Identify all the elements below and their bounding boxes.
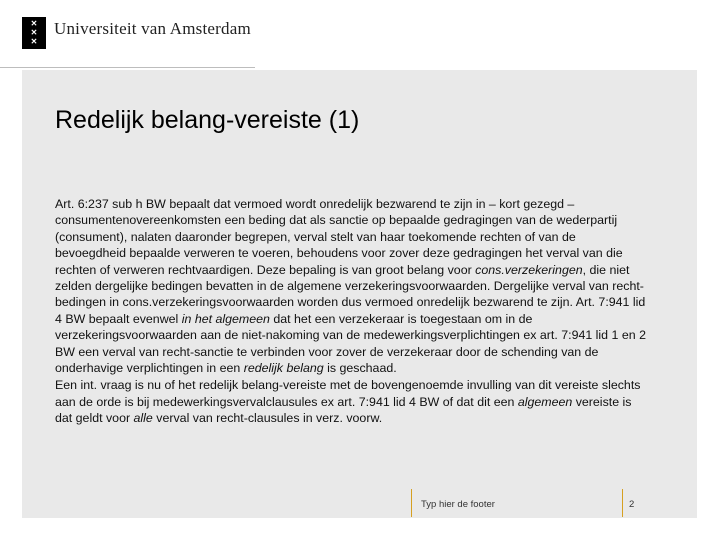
emphasis-text: algemeen xyxy=(517,394,573,409)
slide-title: Redelijk belang-vereiste (1) xyxy=(55,106,360,134)
text-run: Art. 6:237 sub h BW bepaalt dat vermoed wordt onredelijk bezwarend te zijn in – kort gezegd – consumentenovereenkomsten een beding dat als sanctie op bepaalde gedragingen van de wederpartij (consument), nalaten daaronder begrepen, verval stelt van haar toekomende rechten of van de bevoegdheid bepaalde verweren te voeren, behoudens voor zover deze gedragingen het verval van die rechten of verweren rechtvaardigen. Deze bepaling is van groot belang voor xyxy=(55,197,623,277)
page-number-divider xyxy=(622,489,623,517)
text-run: vereiste is dat geldt voor xyxy=(55,394,632,426)
emphasis-text: cons.verzekeringen xyxy=(475,262,583,277)
text-run: is geschaad. xyxy=(323,361,397,376)
header-divider xyxy=(0,67,255,68)
text-run: dat het een verzekeraar is toegestaan om in de verzekeringsvoorwaarden aan de niet-nakoming van de medewerkingsverplichtingen ex art. 7:941 lid 1 en 2 BW een verval van recht-sanctie te verbinden voor zover de verzekeraar door de schending van de onderhavige verplichtingen in een xyxy=(55,311,646,376)
page-number: 2 xyxy=(629,499,635,510)
body-paragraph-1 xyxy=(55,196,650,376)
slide-header xyxy=(0,0,720,60)
emphasis-text: redelijk belang xyxy=(243,361,324,376)
text-run: verval van recht-clausules in verz. voorw. xyxy=(152,411,383,426)
text-run: Een int. vraag is nu of het redelijk belang-vereiste met de bovengenoemde invulling van dit vereiste slechts aan de orde is bij medewerkingsvervalclausules ex art. 7:941 lid 4 BW of dat dit een xyxy=(55,378,641,409)
text-run: , die niet zelden dergelijke bedingen bevatten in de algemene verzekeringsvoorwaarden. Dergelijke verval van recht-bedingen in cons.verzekeringsvoorwaarden worden dus vermoed onredelijk bezwarend te zijn. Art. 7:941 lid 4 BW bepaalt evenwel xyxy=(55,262,646,326)
uva-logo-icon: ✕ ✕ ✕ xyxy=(22,17,46,49)
emphasis-text: in het algemeen xyxy=(181,311,270,326)
emphasis-text: alle xyxy=(133,411,153,426)
footer-text: Typ hier de footer xyxy=(421,499,495,510)
body-paragraph-2 xyxy=(55,377,650,426)
footer-divider xyxy=(411,489,412,517)
university-name: Universiteit van Amsterdam xyxy=(54,19,251,38)
slide-body xyxy=(55,196,650,428)
